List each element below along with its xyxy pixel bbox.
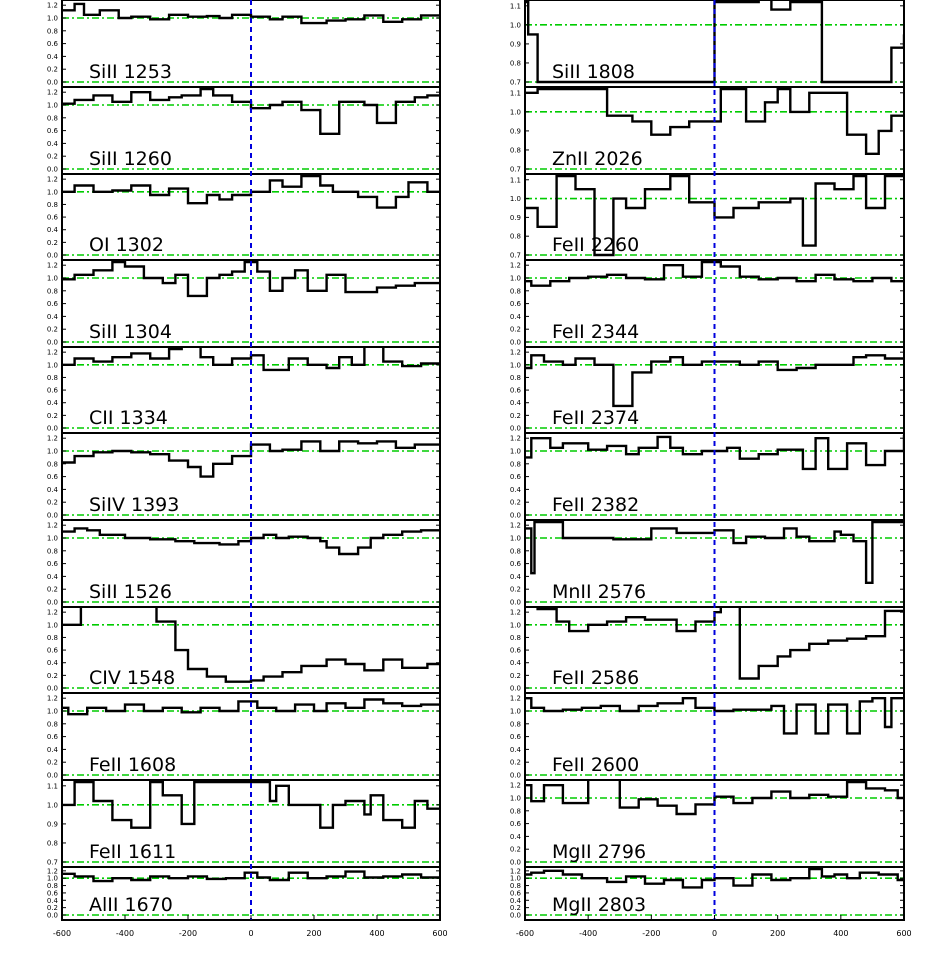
y-tick-label: 1.2	[46, 434, 58, 443]
y-tick-label: 0.4	[509, 572, 521, 581]
x-tick-label: 400	[369, 929, 385, 938]
y-tick-label: 1.1	[509, 89, 521, 98]
y-tick-label: 0.8	[509, 547, 521, 556]
y-tick-label: 0.0	[509, 424, 521, 433]
y-tick-label: 0.8	[46, 373, 58, 382]
y-tick-label: 0.6	[509, 300, 521, 309]
y-tick-label: 0.6	[46, 386, 58, 395]
x-tick-label: 200	[306, 929, 322, 938]
y-tick-label: 0.0	[509, 911, 521, 920]
y-tick-label: 0.8	[509, 373, 521, 382]
panel-siiv-1393	[47, 433, 440, 520]
y-tick-label: 1.1	[46, 782, 58, 791]
y-tick-label: 0.0	[46, 338, 58, 347]
y-tick-label: 0.2	[509, 325, 521, 334]
ion-label: FeII 2586	[552, 667, 640, 689]
y-tick-label: 0.4	[509, 312, 521, 321]
y-tick-label: 1.1	[509, 176, 521, 185]
ion-label: AlII 1670	[89, 894, 173, 916]
panel-mgii-2796	[510, 779, 904, 867]
x-tick-label: -600	[515, 929, 535, 938]
y-tick-label: 0.8	[509, 807, 521, 816]
y-tick-label: 1.2	[46, 867, 58, 876]
ion-label: SiIV 1393	[89, 494, 180, 516]
y-tick-label: 0.6	[509, 889, 521, 898]
y-tick-label: 1.0	[46, 621, 58, 630]
x-tick-label: 400	[833, 929, 849, 938]
y-tick-label: 1.0	[46, 534, 58, 543]
ion-label: MgII 2803	[552, 894, 647, 916]
y-tick-label: 0.4	[46, 139, 58, 148]
y-tick-label: 0.9	[509, 213, 521, 222]
y-tick-label: 1.2	[509, 608, 521, 617]
ion-label: MnII 2576	[552, 581, 647, 603]
y-tick-label: 0.6	[46, 889, 58, 898]
panel-siii-1526	[47, 520, 440, 607]
y-tick-label: 0.0	[46, 684, 58, 693]
y-tick-label: 1.0	[509, 534, 521, 543]
y-tick-label: 0.8	[509, 232, 521, 241]
y-tick-label: 0.2	[46, 152, 58, 161]
y-tick-label: 1.2	[509, 867, 521, 876]
ion-label: FeII 2260	[552, 234, 640, 256]
y-tick-label: 0.4	[46, 572, 58, 581]
y-tick-label: 1.0	[46, 707, 58, 716]
y-tick-label: 0.6	[509, 473, 521, 482]
y-tick-label: 0.6	[509, 733, 521, 742]
panel-feii-2586	[510, 593, 904, 693]
y-tick-label: 0.8	[46, 287, 58, 296]
y-tick-label: 0.2	[46, 411, 58, 420]
y-tick-label: 0.8	[509, 59, 521, 68]
y-tick-label: 0.2	[509, 758, 521, 767]
y-tick-label: 0.4	[46, 399, 58, 408]
y-tick-label: 0.4	[509, 399, 521, 408]
ion-label: CIV 1548	[89, 667, 176, 689]
y-tick-label: 0.9	[46, 820, 58, 829]
y-tick-label: 0.6	[46, 300, 58, 309]
y-tick-label: 0.0	[509, 684, 521, 693]
y-tick-label: 0.8	[509, 287, 521, 296]
y-tick-label: 1.2	[46, 348, 58, 357]
y-tick-label: 0.2	[46, 904, 58, 913]
ion-label: SiII 1304	[89, 321, 172, 343]
y-tick-label: 1.0	[509, 794, 521, 803]
panel-feii-2344	[510, 260, 904, 347]
y-tick-label: 0.6	[509, 386, 521, 395]
y-tick-label: 0.0	[509, 511, 521, 520]
y-tick-label: 0.6	[46, 560, 58, 569]
y-tick-label: 0.6	[46, 127, 58, 136]
y-tick-label: 0.4	[46, 485, 58, 494]
y-tick-label: 0.8	[509, 720, 521, 729]
y-tick-label: 0.9	[509, 127, 521, 136]
panel-civ-1548	[47, 596, 440, 693]
x-tick-label: 600	[896, 929, 912, 938]
y-tick-label: 1.1	[509, 2, 521, 11]
y-tick-label: 1.0	[46, 361, 58, 370]
y-tick-label: 0.6	[509, 820, 521, 829]
x-tick-label: -600	[52, 929, 72, 938]
y-tick-label: 1.0	[509, 707, 521, 716]
ion-label: SiII 1526	[89, 581, 172, 603]
y-tick-label: 1.0	[46, 801, 58, 810]
y-tick-label: 0.7	[46, 858, 58, 867]
y-tick-label: 0.7	[509, 78, 521, 87]
panel-feii-2382	[510, 433, 904, 520]
y-tick-label: 0.0	[46, 511, 58, 520]
y-tick-label: 0.2	[509, 585, 521, 594]
y-tick-label: 0.2	[509, 904, 521, 913]
y-tick-label: 1.2	[509, 694, 521, 703]
y-tick-label: 0.8	[46, 882, 58, 891]
ion-label: FeII 2374	[552, 407, 640, 429]
y-tick-label: 0.4	[509, 896, 521, 905]
y-tick-label: 1.2	[509, 521, 521, 530]
y-tick-label: 0.8	[509, 146, 521, 155]
y-tick-label: 0.0	[46, 911, 58, 920]
y-tick-label: 0.4	[509, 832, 521, 841]
y-tick-label: 1.0	[509, 447, 521, 456]
panel-feii-2260	[510, 174, 904, 260]
ion-label: FeII 2600	[552, 754, 640, 776]
y-tick-label: 0.4	[46, 312, 58, 321]
y-tick-label: 1.0	[509, 621, 521, 630]
y-tick-label: 0.0	[46, 251, 58, 260]
y-tick-label: 1.0	[509, 361, 521, 370]
y-tick-label: 0.0	[46, 598, 58, 607]
y-tick-label: 0.6	[46, 646, 58, 655]
y-tick-label: 1.0	[509, 21, 521, 30]
y-tick-label: 0.2	[46, 585, 58, 594]
y-tick-label: 0.6	[509, 560, 521, 569]
y-tick-label: 0.0	[509, 858, 521, 867]
y-tick-label: 0.2	[46, 671, 58, 680]
y-tick-label: 0.6	[46, 40, 58, 49]
y-tick-label: 0.8	[509, 882, 521, 891]
x-tick-label: 200	[770, 929, 786, 938]
panel-siii-1253	[47, 0, 440, 87]
y-tick-label: 1.0	[509, 874, 521, 883]
y-tick-label: 1.0	[509, 108, 521, 117]
y-tick-label: 0.8	[46, 114, 58, 123]
y-tick-label: 0.7	[509, 165, 521, 174]
y-tick-label: 0.0	[46, 165, 58, 174]
ion-label: SiII 1808	[552, 61, 635, 83]
y-tick-label: 0.6	[46, 733, 58, 742]
y-tick-label: 0.4	[46, 896, 58, 905]
y-tick-label: 0.8	[46, 547, 58, 556]
y-tick-label: 1.2	[46, 1, 58, 10]
y-tick-label: 1.2	[46, 175, 58, 184]
y-tick-label: 0.0	[46, 424, 58, 433]
panel-feii-1611	[47, 780, 440, 867]
panel-feii-2600	[510, 693, 904, 780]
y-tick-label: 1.2	[46, 694, 58, 703]
y-tick-label: 1.2	[46, 261, 58, 270]
y-tick-label: 1.2	[46, 88, 58, 97]
y-tick-label: 0.0	[509, 338, 521, 347]
panel-siii-1304	[47, 260, 440, 347]
ion-label: SiII 1260	[89, 148, 172, 170]
y-tick-label: 0.0	[46, 771, 58, 780]
y-tick-label: 1.2	[509, 348, 521, 357]
y-tick-label: 0.6	[46, 213, 58, 222]
y-tick-label: 1.0	[46, 14, 58, 23]
y-tick-label: 0.2	[509, 671, 521, 680]
y-tick-label: 1.0	[46, 188, 58, 197]
y-tick-label: 1.2	[46, 608, 58, 617]
y-tick-label: 0.7	[509, 251, 521, 260]
panel-mnii-2576	[510, 520, 904, 607]
y-tick-label: 0.8	[46, 200, 58, 209]
y-tick-label: 0.4	[509, 659, 521, 668]
ion-label: OI 1302	[89, 234, 164, 256]
y-tick-label: 0.2	[509, 411, 521, 420]
y-tick-label: 0.9	[509, 40, 521, 49]
y-tick-label: 0.2	[46, 758, 58, 767]
y-tick-label: 0.0	[46, 78, 58, 87]
y-tick-label: 0.2	[46, 498, 58, 507]
x-tick-label: -200	[178, 929, 198, 938]
x-tick-label: 0	[248, 929, 254, 938]
y-tick-label: 1.2	[509, 261, 521, 270]
y-tick-label: 0.2	[509, 498, 521, 507]
y-tick-label: 0.2	[46, 325, 58, 334]
ion-label: SiII 1253	[89, 61, 172, 83]
y-tick-label: 1.0	[509, 274, 521, 283]
panel-alii-1670	[47, 867, 440, 920]
panel-oi-1302	[47, 174, 440, 260]
panel-feii-2374	[510, 347, 904, 433]
y-tick-label: 0.6	[509, 646, 521, 655]
x-tick-label: 600	[432, 929, 448, 938]
y-tick-label: 0.8	[46, 633, 58, 642]
y-tick-label: 0.8	[509, 460, 521, 469]
y-tick-label: 0.2	[46, 238, 58, 247]
y-tick-label: 1.2	[509, 781, 521, 790]
y-tick-label: 0.2	[509, 845, 521, 854]
ion-label: FeII 1608	[89, 754, 177, 776]
y-tick-label: 0.0	[509, 771, 521, 780]
y-tick-label: 0.8	[46, 839, 58, 848]
y-tick-label: 1.0	[46, 274, 58, 283]
panel-feii-1608	[47, 693, 440, 780]
x-tick-label: 0	[711, 929, 718, 938]
y-tick-label: 1.2	[509, 434, 521, 443]
y-tick-label: 0.4	[509, 745, 521, 754]
y-tick-label: 0.2	[46, 65, 58, 74]
y-tick-label: 0.4	[46, 226, 58, 235]
panel-znii-2026	[510, 87, 904, 174]
ion-label: ZnII 2026	[552, 148, 643, 170]
ion-label: FeII 2382	[552, 494, 640, 516]
panel-siii-1260	[47, 87, 440, 174]
y-tick-label: 0.4	[46, 659, 58, 668]
y-tick-label: 0.6	[46, 473, 58, 482]
y-tick-label: 0.8	[46, 460, 58, 469]
y-tick-label: 0.0	[509, 598, 521, 607]
y-tick-label: 1.2	[46, 521, 58, 530]
y-tick-label: 1.0	[46, 101, 58, 110]
y-tick-label: 0.4	[46, 745, 58, 754]
y-tick-label: 1.0	[46, 447, 58, 456]
y-tick-label: 0.8	[46, 27, 58, 36]
panel-cii-1334	[47, 338, 440, 433]
panel-siii-1808	[510, 0, 904, 87]
y-tick-label: 0.4	[509, 485, 521, 494]
column-1	[47, 0, 448, 938]
y-tick-label: 0.8	[509, 633, 521, 642]
y-tick-label: 0.4	[46, 52, 58, 61]
ion-label: FeII 2344	[552, 321, 640, 343]
column-2	[510, 0, 912, 938]
ion-label: MgII 2796	[552, 841, 647, 863]
ion-label: CII 1334	[89, 407, 168, 429]
y-tick-label: 0.8	[46, 720, 58, 729]
panel-mgii-2803	[510, 867, 904, 920]
x-tick-label: -400	[115, 929, 135, 938]
ion-label: FeII 1611	[89, 841, 177, 863]
x-tick-label: -200	[642, 929, 661, 938]
y-tick-label: 1.0	[509, 195, 521, 204]
y-tick-label: 1.0	[46, 874, 58, 883]
x-tick-label: -400	[579, 929, 598, 938]
